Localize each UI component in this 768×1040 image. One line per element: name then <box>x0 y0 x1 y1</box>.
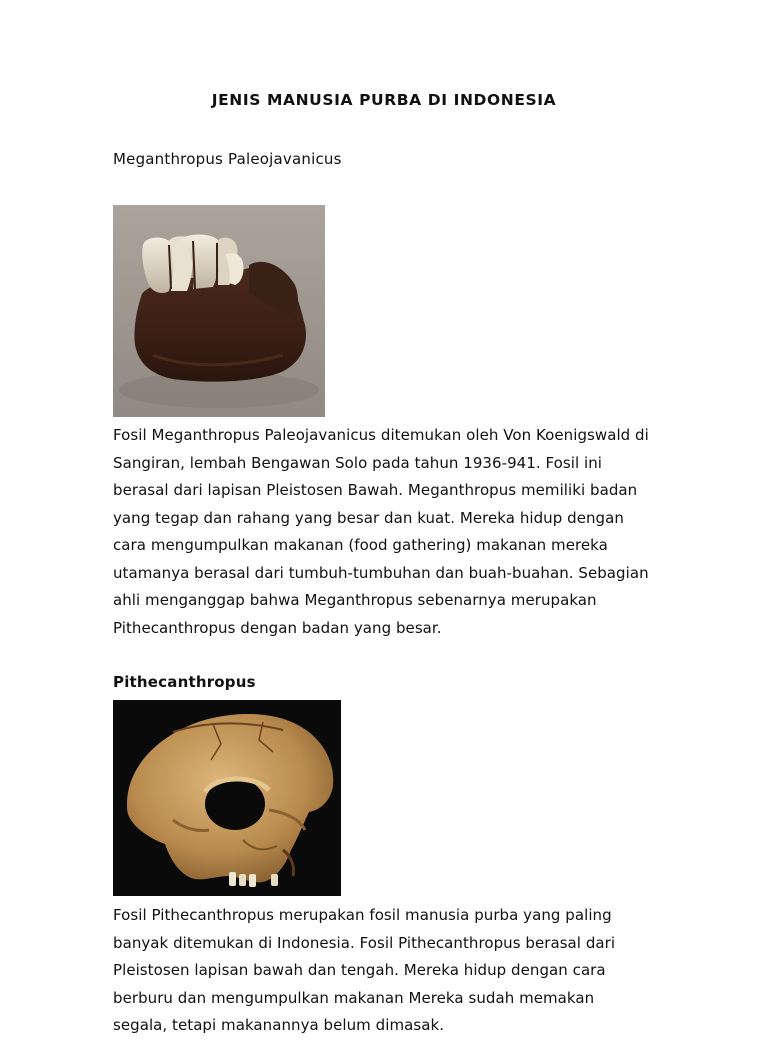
pithecanthropus-skull-image <box>113 700 341 896</box>
paragraph-line: Fosil Meganthropus Paleojavanicus ditemukan oleh Von Koenigswald di <box>113 426 649 444</box>
paragraph-line: segala, tetapi makanannya belum dimasak. <box>113 1016 445 1034</box>
document-title: JENIS MANUSIA PURBA DI INDONESIA <box>211 91 557 109</box>
jaw-fossil-illustration <box>113 205 325 417</box>
section-heading-meganthropus: Meganthropus Paleojavanicus <box>113 150 342 168</box>
paragraph-line: cara mengumpulkan makanan (food gathering) makanan mereka <box>113 536 608 554</box>
paragraph-line: berburu dan mengumpulkan makanan Mereka sudah memakan <box>113 988 595 1007</box>
meganthropus-jaw-image <box>113 205 325 417</box>
paragraph-line: Sangiran, lembah Bengawan Solo pada tahun 1936-941. Fosil ini <box>113 453 602 472</box>
paragraph-line: Fosil Pithecanthropus merupakan fosil manusia purba yang paling <box>113 906 612 924</box>
section-paragraph-pithecanthropus <box>113 902 673 1040</box>
skull-fossil-illustration <box>113 700 341 896</box>
paragraph-line: berasal dari lapisan Pleistosen Bawah. Meganthropus memiliki badan <box>113 481 638 499</box>
paragraph-line: Pleistosen lapisan bawah dan tengah. Mereka hidup dengan cara <box>113 961 606 979</box>
paragraph-line: Pithecanthropus dengan badan yang besar. <box>113 618 442 637</box>
paragraph-line: yang tegap dan rahang yang besar dan kuat. Mereka hidup dengan <box>113 508 624 527</box>
paragraph-line: utamanya berasal dari tumbuh-tumbuhan dan buah-buahan. Sebagian <box>113 563 649 582</box>
section-heading-pithecanthropus: Pithecanthropus <box>113 673 256 691</box>
paragraph-line: banyak ditemukan di Indonesia. Fosil Pithecanthropus berasal dari <box>113 933 616 952</box>
section-paragraph-meganthropus <box>113 422 673 642</box>
paragraph-line: ahli menganggap bahwa Meganthropus sebenarnya merupakan <box>113 591 597 609</box>
